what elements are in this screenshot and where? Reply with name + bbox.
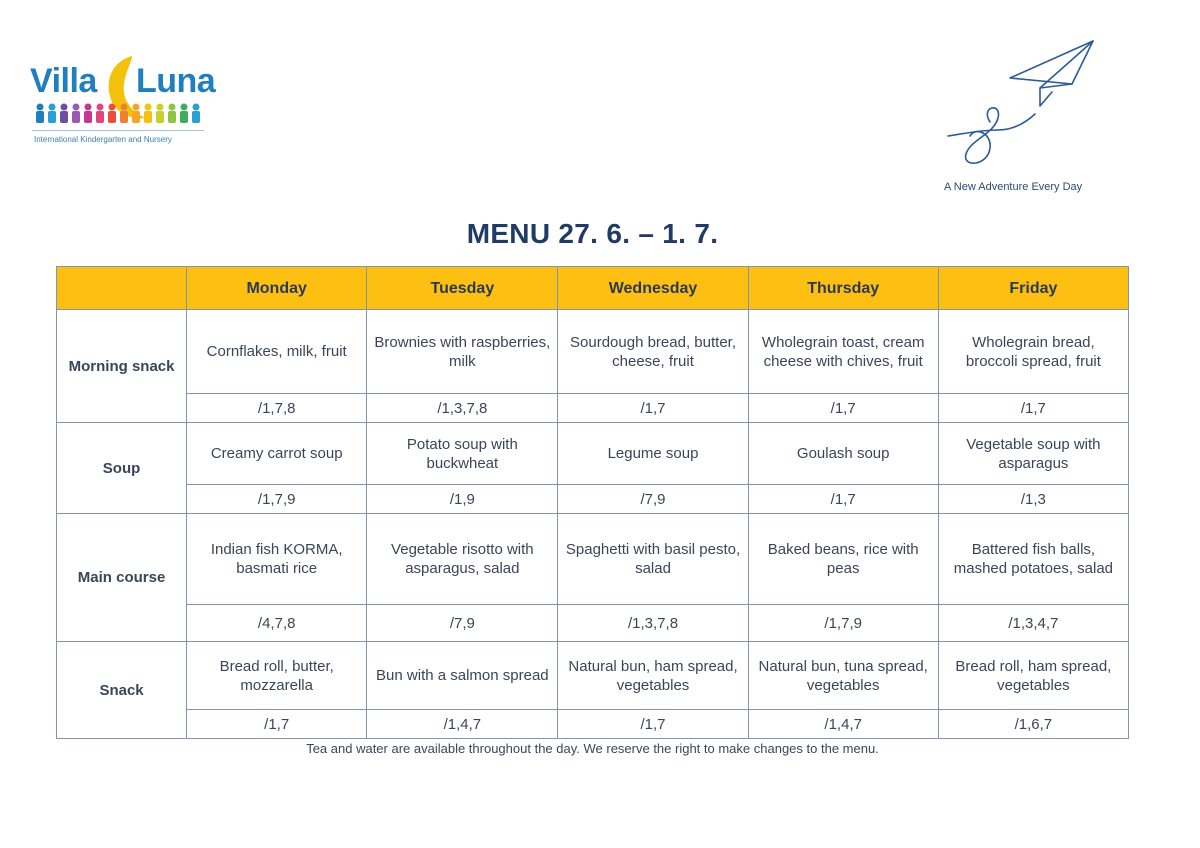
dish-cell: Spaghetti with basil pesto, salad <box>558 514 748 605</box>
allergen-cell: /4,7,8 <box>187 605 367 642</box>
allergen-cell: /1,3 <box>938 485 1128 514</box>
logo-word-luna: Luna <box>136 62 216 100</box>
allergen-cell: /1,9 <box>367 485 558 514</box>
dish-cell: Bread roll, butter, mozzarella <box>187 642 367 710</box>
weekly-menu-table <box>56 266 1129 739</box>
adventure-tagline: A New Adventure Every Day <box>944 181 1083 193</box>
allergen-cell: /1,3,7,8 <box>558 605 748 642</box>
table-row <box>57 710 1129 739</box>
allergen-cell: /1,7 <box>938 394 1128 423</box>
header-corner <box>57 267 187 310</box>
allergen-cell: /1,7,9 <box>748 605 938 642</box>
row-label-soup: Soup <box>57 423 187 514</box>
allergen-cell: /1,3,7,8 <box>367 394 558 423</box>
dish-cell: Cornflakes, milk, fruit <box>187 310 367 394</box>
logo-word-villa: Villa <box>30 62 97 100</box>
dish-cell: Wholegrain toast, cream cheese with chives, fruit <box>748 310 938 394</box>
header-tuesday: Tuesday <box>367 267 558 310</box>
allergen-cell: /1,4,7 <box>367 710 558 739</box>
dish-cell: Battered fish balls, mashed potatoes, salad <box>938 514 1128 605</box>
menu-title: MENU 27. 6. – 1. 7. <box>466 218 719 249</box>
row-label-morning-snack: Morning snack <box>57 310 187 423</box>
table-row <box>57 605 1129 642</box>
dish-cell: Baked beans, rice with peas <box>748 514 938 605</box>
allergen-cell: /1,7,8 <box>187 394 367 423</box>
allergen-cell: /1,3,4,7 <box>938 605 1128 642</box>
allergen-cell: /1,7,9 <box>187 485 367 514</box>
allergen-cell: /1,4,7 <box>748 710 938 739</box>
header-thursday: Thursday <box>748 267 938 310</box>
allergen-cell: /1,7 <box>558 394 748 423</box>
row-label-snack: Snack <box>57 642 187 739</box>
dish-cell: Creamy carrot soup <box>187 423 367 485</box>
logo-divider <box>32 130 204 131</box>
header-friday: Friday <box>938 267 1128 310</box>
table-row <box>57 485 1129 514</box>
table-row <box>57 642 1129 710</box>
dish-cell: Potato soup with buckwheat <box>367 423 558 485</box>
table-header-row <box>57 267 1129 310</box>
table-row <box>57 423 1129 485</box>
header-monday: Monday <box>187 267 367 310</box>
villa-luna-logo <box>30 52 220 152</box>
dish-cell: Brownies with raspberries, milk <box>367 310 558 394</box>
paper-plane-icon <box>940 36 1105 176</box>
table-row <box>57 394 1129 423</box>
footer-note: Tea and water are available throughout the day. We reserve the right to make changes to the menu. <box>306 741 879 756</box>
allergen-cell: /1,7 <box>187 710 367 739</box>
dish-cell: Natural bun, tuna spread, vegetables <box>748 642 938 710</box>
dish-cell: Legume soup <box>558 423 748 485</box>
table-row <box>57 514 1129 605</box>
allergen-cell: /7,9 <box>367 605 558 642</box>
dish-cell: Bread roll, ham spread, vegetables <box>938 642 1128 710</box>
dish-cell: Bun with a salmon spread <box>367 642 558 710</box>
children-row-icon <box>34 102 206 124</box>
dish-cell: Vegetable risotto with asparagus, salad <box>367 514 558 605</box>
header-wednesday: Wednesday <box>558 267 748 310</box>
allergen-cell: /1,7 <box>748 485 938 514</box>
dish-cell: Goulash soup <box>748 423 938 485</box>
allergen-cell: /1,7 <box>748 394 938 423</box>
allergen-cell: /1,6,7 <box>938 710 1128 739</box>
dish-cell: Indian fish KORMA, basmati rice <box>187 514 367 605</box>
dish-cell: Wholegrain bread, broccoli spread, fruit <box>938 310 1128 394</box>
logo-tagline: International Kindergarten and Nursery <box>34 135 172 144</box>
dish-cell: Natural bun, ham spread, vegetables <box>558 642 748 710</box>
table-row <box>57 310 1129 394</box>
dish-cell: Vegetable soup with asparagus <box>938 423 1128 485</box>
allergen-cell: /7,9 <box>558 485 748 514</box>
allergen-cell: /1,7 <box>558 710 748 739</box>
dish-cell: Sourdough bread, butter, cheese, fruit <box>558 310 748 394</box>
row-label-main-course: Main course <box>57 514 187 642</box>
